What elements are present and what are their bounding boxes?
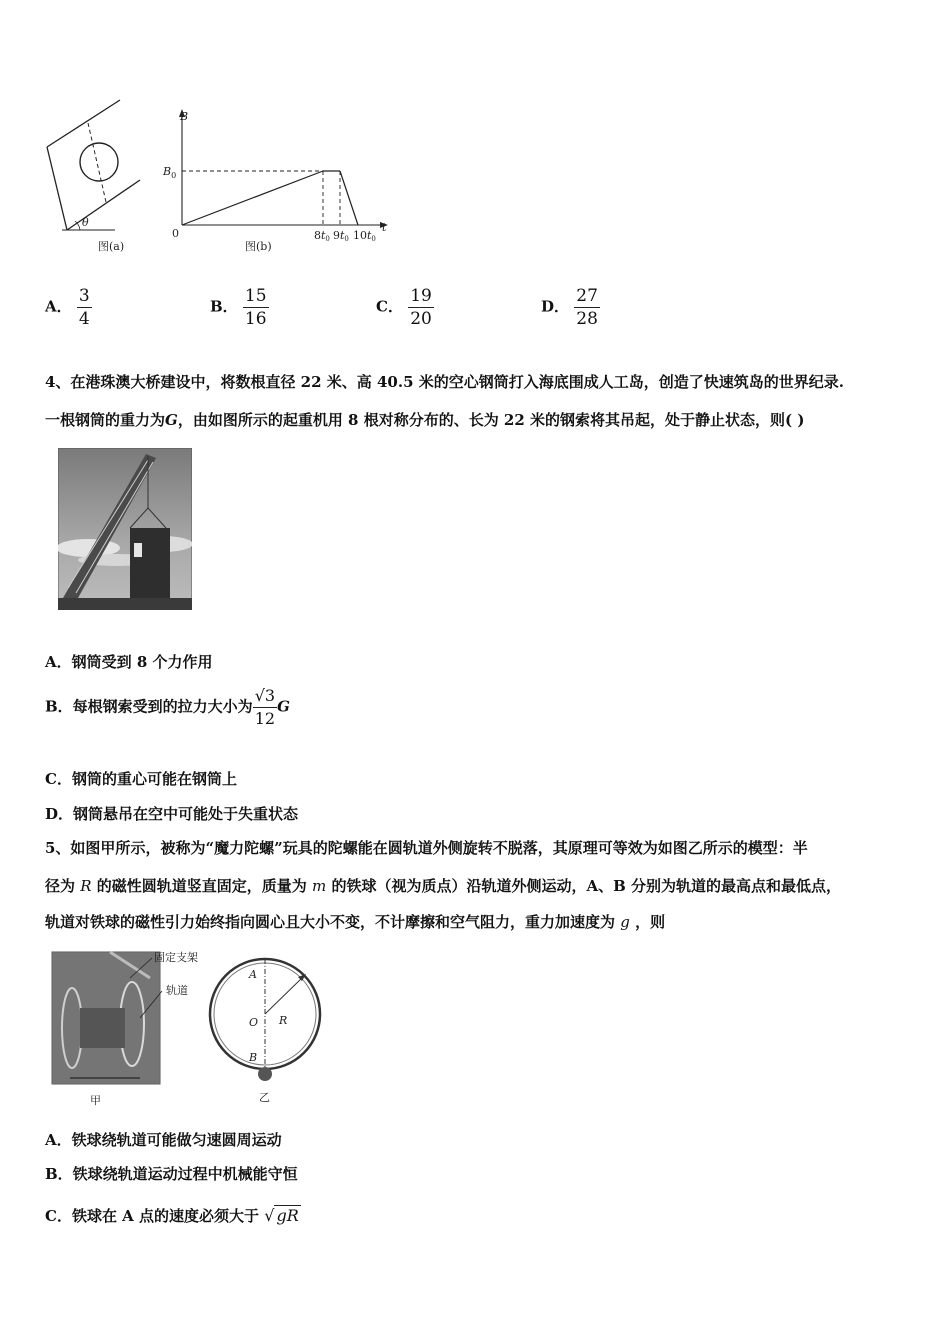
figure-b <box>160 105 400 260</box>
point-a-label: A <box>249 968 257 981</box>
point-b-label: B <box>249 1051 258 1064</box>
q4-option-b: B．每根钢索受到的拉力大小为 $\frac{√3}{12}$ G <box>45 686 290 728</box>
figure-jia-yi <box>50 948 330 1110</box>
option-letter: C． <box>376 297 403 316</box>
q3-option-d <box>541 286 600 329</box>
fall-segment <box>340 171 358 225</box>
fraction: $\frac{27}{28}$ <box>576 286 598 329</box>
angle-label: θ <box>82 216 89 229</box>
origin-label: 0 <box>172 227 179 240</box>
q3-option-c <box>376 286 434 329</box>
q5-stem-line3: 轨道对铁球的磁性引力始终指向圆心且大小不变，不计摩擦和空气阻力，重力加速度为 g ，则 <box>45 913 666 931</box>
option-letter: A． <box>45 297 72 316</box>
fraction: $\frac{√3}{12}$ <box>254 686 276 728</box>
q4-option-d: D．钢筒悬吊在空中可能处于失重状态 <box>45 805 299 823</box>
coil-circle <box>80 143 118 181</box>
q4-stem-line1: 4、在港珠澳大桥建设中，将数根直径 22 米、高 40.5 米的空心钢筒打入海底围成人工岛，创造了快速筑岛的世界纪录. <box>45 373 844 391</box>
q4-stem-line2: 一根钢筒的重力为G，由如图所示的起重机用 8 根对称分布的、长为 22 米的钢索将其吊起，处于静止状态，则( ) <box>45 411 805 429</box>
figure-a-caption: 图(a) <box>98 240 125 253</box>
q5-stem-line1: 5、如图甲所示，被称为“魔力陀螺”玩具的陀螺能在圆轨道外侧旋转不脱落，其原理可等效为如图乙所示的模型：半 <box>45 839 808 857</box>
fraction: $\frac{3}{4}$ <box>78 286 90 329</box>
tick-10t0: 10t0 <box>353 229 376 243</box>
sqrt-expression: √ gR <box>264 1206 299 1225</box>
y-axis-label: B <box>180 110 189 123</box>
yi-label: 乙 <box>259 1091 270 1104</box>
steel-cylinder <box>130 528 170 602</box>
b0-label: $B_0$ <box>163 165 177 180</box>
q5-option-c: C．铁球在 A 点的速度必须大于 √ gR <box>45 1206 299 1225</box>
fraction: $\frac{19}{20}$ <box>410 286 432 329</box>
incline-left-edge <box>47 147 67 230</box>
fraction: $\frac{15}{16}$ <box>244 286 267 329</box>
q3-option-b <box>210 286 269 329</box>
radius-label: R <box>279 1014 288 1027</box>
crane-photo <box>58 448 192 610</box>
figure-a <box>40 95 160 260</box>
tick-8t0: 8t0 <box>314 229 330 243</box>
tick-9t0: 9t0 <box>333 229 349 243</box>
option-letter: D． <box>541 297 570 316</box>
bracket-label: 固定支架 <box>154 951 198 964</box>
jia-label: 甲 <box>90 1094 101 1107</box>
radius-line <box>265 976 304 1014</box>
q3-option-a <box>45 286 92 329</box>
incline-right-edge <box>67 180 140 230</box>
incline-midline <box>88 123 106 202</box>
q4-option-c: C．钢筒的重心可能在钢筒上 <box>45 770 237 788</box>
point-o-label: O <box>249 1016 259 1029</box>
q5-option-a: A．铁球绕轨道可能做匀速圆周运动 <box>45 1131 282 1149</box>
option-letter: B． <box>210 297 238 316</box>
track-label: 轨道 <box>166 984 188 997</box>
q5-stem-line2: 径为 R 的磁性圆轨道竖直固定，质量为 m 的铁球（视为质点）沿轨道外侧运动，A、B 分别为轨道的最高点和最低点， <box>45 877 842 895</box>
x-axis-label: t <box>382 221 387 234</box>
q5-option-b: B．铁球绕轨道运动过程中机械能守恒 <box>45 1165 298 1183</box>
figure-b-caption: 图(b) <box>245 240 272 253</box>
q4-option-a: A．钢筒受到 8 个力作用 <box>45 653 213 671</box>
rise-segment <box>182 171 323 225</box>
incline-top-edge <box>47 100 120 147</box>
iron-ball <box>258 1067 272 1081</box>
